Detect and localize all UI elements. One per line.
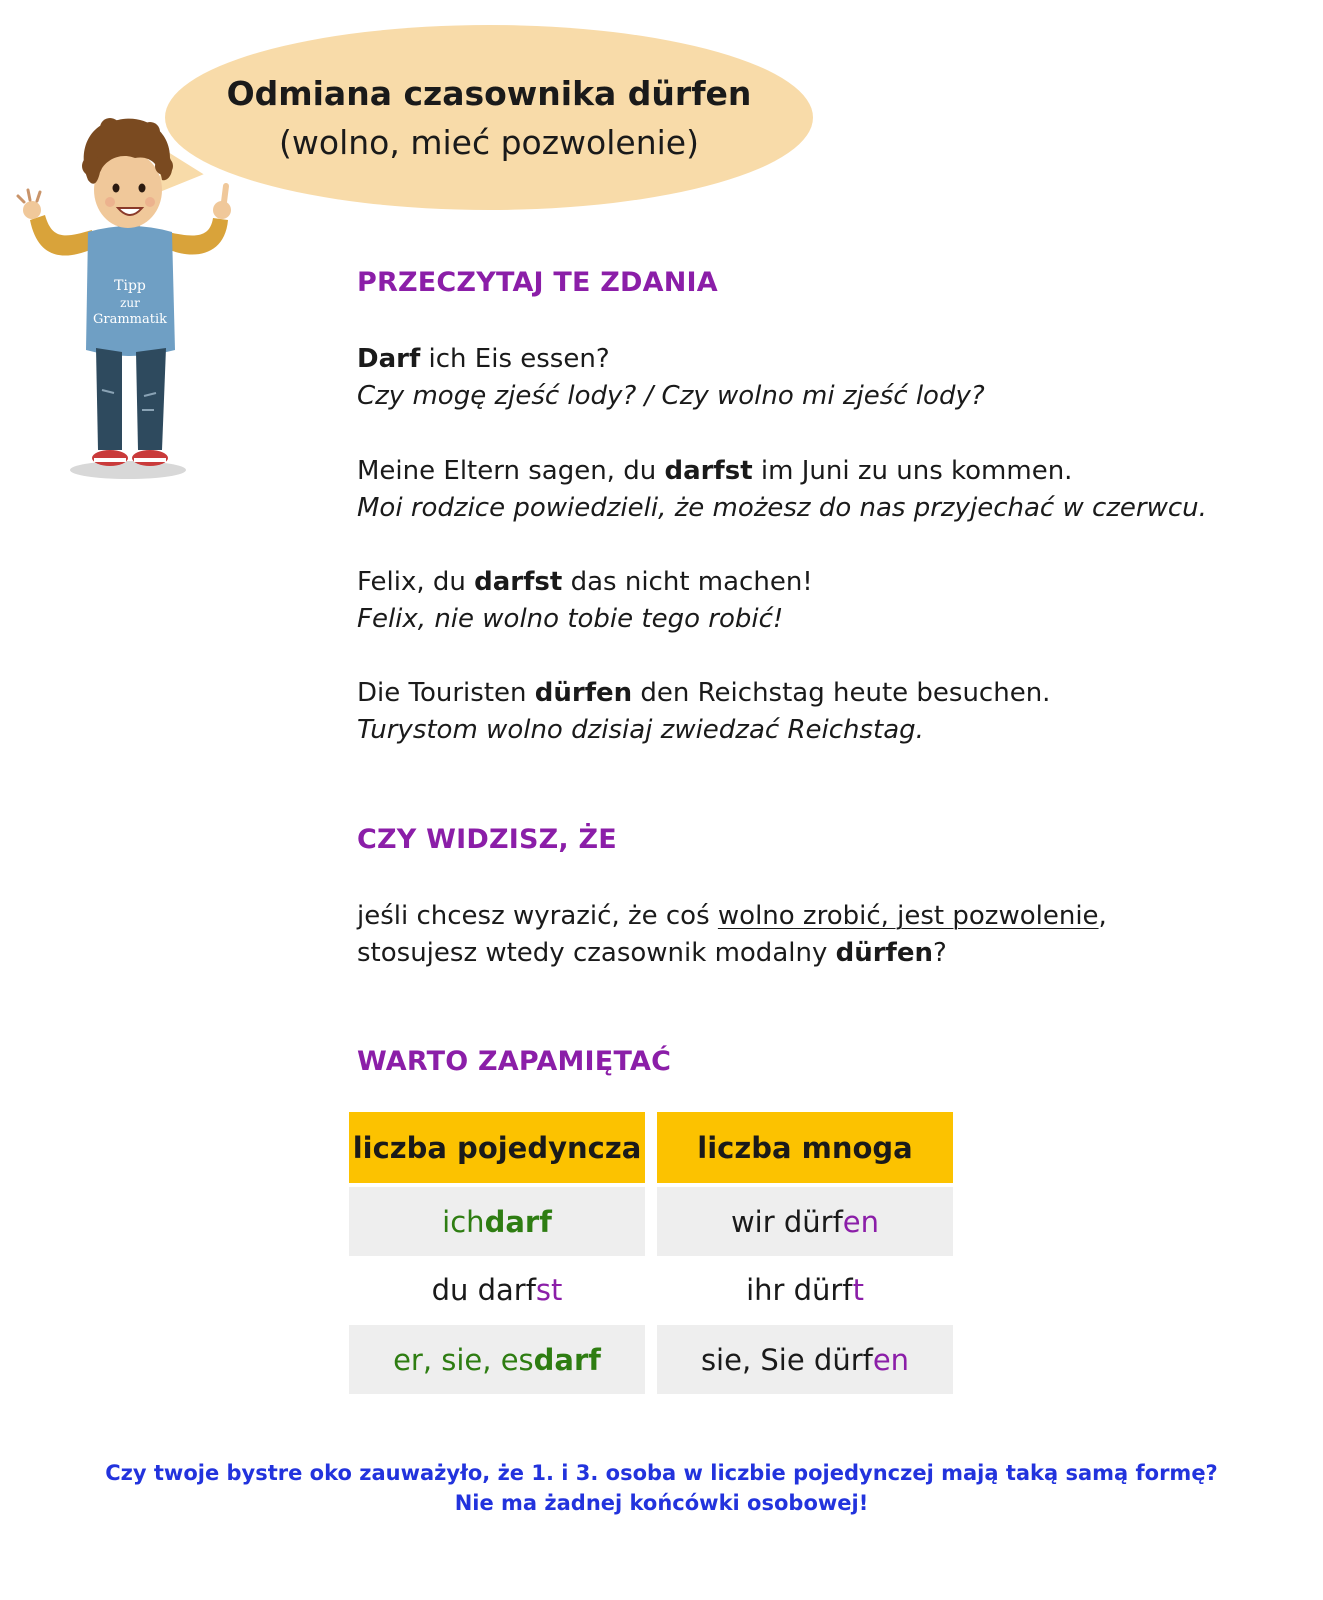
table-cell-plural-1: wir dürf en (657, 1187, 953, 1256)
character-illustration (10, 110, 250, 490)
notice-line-2: stosujesz wtedy czasownik modalny dürfen? (357, 938, 947, 968)
modal-verb-form: darfst (664, 456, 753, 486)
section-heading-read: PRZECZYTAJ TE ZDANIA (357, 267, 718, 298)
table-header-plural: liczba mnoga (657, 1112, 953, 1183)
modal-verb-form: darfst (474, 567, 563, 597)
sentence-pl-2: Moi rodzice powiedzieli, że możesz do nas przyjechać w czerwcu. (357, 493, 1207, 523)
underlined-phrase: wolno zrobić, jest pozwolenie (717, 901, 1099, 931)
sentence-pl-4: Turystom wolno dzisiaj zwiedzać Reichstag. (357, 715, 924, 745)
section-heading-notice: CZY WIDZISZ, ŻE (357, 824, 617, 855)
modal-verb-name: dürfen (835, 938, 934, 968)
sentence-pl-1: Czy mogę zjeść lody? / Czy wolno mi zjeść lody? (357, 381, 985, 411)
table-cell-plural-3: sie, Sie dürf en (657, 1325, 953, 1394)
notice-line-1: jeśli chcesz wyrazić, że coś wolno zrobić, jest pozwolenie, (357, 901, 1107, 931)
table-cell-singular-2: du darf st (431, 1273, 563, 1307)
section-heading-remember: WARTO ZAPAMIĘTAĆ (357, 1046, 672, 1077)
sentence-de-3: Felix, du darfst das nicht machen! (357, 567, 813, 597)
footer-note-line-2: Nie ma żadnej końcówki osobowej! (454, 1491, 869, 1515)
table-cell-singular-3: er, sie, es darf (349, 1325, 645, 1394)
page-subtitle: (wolno, mieć pozwolenie) (279, 123, 699, 162)
shirt-text-1: Tipp (114, 278, 146, 294)
shirt-text-3: Grammatik (92, 312, 168, 327)
shirt-text-2: zur (120, 296, 140, 310)
speech-bubble (165, 25, 813, 210)
sentence-de-4: Die Touristen dürfen den Reichstag heute besuchen. (357, 678, 1051, 708)
sentence-de-2: Meine Eltern sagen, du darfst im Juni zu uns kommen. (357, 456, 1073, 486)
modal-verb-form: Darf (357, 344, 421, 374)
modal-verb-form: dürfen (534, 678, 633, 708)
sentence-pl-3: Felix, nie wolno tobie tego robić! (357, 604, 784, 634)
table-cell-plural-2: ihr dürf t (746, 1273, 864, 1307)
table-cell-singular-1: ich darf (349, 1187, 645, 1256)
table-header-singular: liczba pojedyncza (349, 1112, 645, 1183)
page-title: Odmiana czasownika dürfen (226, 74, 752, 113)
footer-note-line-1: Czy twoje bystre oko zauważyło, że 1. i 3. osoba w liczbie pojedynczej mają taką samą formę? (105, 1461, 1218, 1485)
sentence-de-1: Darf ich Eis essen? (357, 344, 610, 374)
